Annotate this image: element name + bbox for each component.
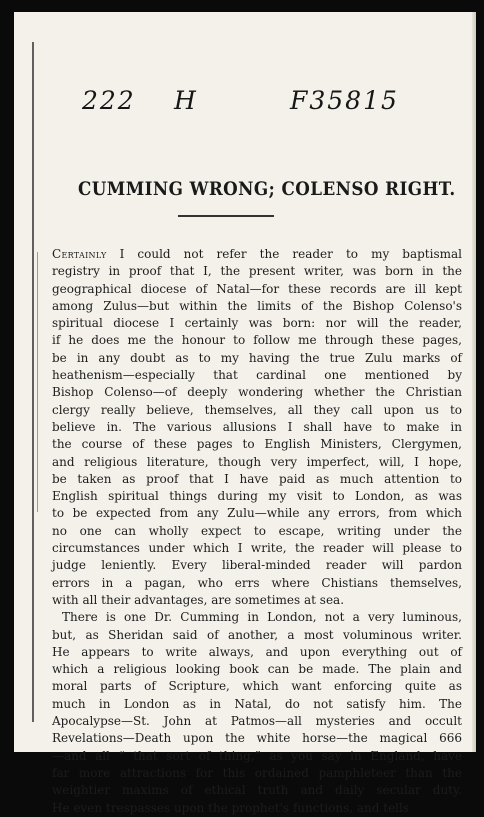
text-line <box>52 644 462 661</box>
paragraph <box>52 246 462 609</box>
gutter-shadow <box>32 42 34 722</box>
text-line <box>52 419 462 436</box>
line-text: Revelations—Death upon the white horse—the magical 666 <box>52 731 462 746</box>
line-text: weightier maxims of ethical truth and daily secular duty. <box>52 783 462 798</box>
text-line <box>52 332 462 349</box>
text-line <box>52 523 462 540</box>
line-text: He even trespasses upon the prophet's functions, and tells <box>52 800 409 815</box>
title-rule <box>178 215 274 217</box>
line-text: be in any doubt as to my having the true Zulu marks of <box>52 350 462 365</box>
line-text: —and all “ that sort of thing,” as you say in England, have <box>52 748 462 763</box>
line-text: heathenism—especially that cardinal one mentioned by <box>52 368 462 383</box>
text-line <box>52 627 462 644</box>
line-text: geographical diocese of Natal—for these records are ill kept <box>52 281 462 296</box>
book-page <box>14 12 476 815</box>
line-text: the course of these pages to English Ministers, Clergymen, <box>52 437 462 452</box>
text-line <box>52 575 462 592</box>
line-text: believe in. The various allusions I shall have to make in <box>52 419 462 434</box>
line-text: if he does me the honour to follow me through these pages, <box>52 333 462 348</box>
text-line <box>52 765 462 782</box>
text-line <box>52 471 462 488</box>
line-text: but, as Sheridan said of another, a most voluminous writer. <box>52 627 462 642</box>
line-text: I could not refer the reader to my baptismal <box>106 247 462 261</box>
text-line <box>52 298 462 315</box>
line-text: Apocalypse—St. John at Patmos—all mysteries and occult <box>52 714 462 729</box>
line-text: and religious literature, though very imperfect, will, I hope, <box>52 454 462 469</box>
text-line <box>52 557 462 574</box>
line-text: far more attractions for this ordained pamphleteer than the <box>52 765 462 780</box>
text-line <box>52 436 462 453</box>
text-line <box>52 246 462 263</box>
line-text: clergy really believe, themselves, all they call upon us to <box>52 402 462 417</box>
text-line <box>52 454 462 471</box>
line-text: circumstances under which I write, the reader will please to <box>52 541 462 556</box>
line-text: which a religious looking book can be made. The plain and <box>52 662 462 677</box>
text-line <box>52 713 462 730</box>
paragraph <box>52 609 462 817</box>
text-line <box>52 263 462 280</box>
text-line <box>52 505 462 522</box>
line-text: English spiritual things during my visit to London, as was <box>52 489 462 504</box>
shelfmark-code: F35815 <box>290 86 399 115</box>
text-line <box>52 782 462 799</box>
lead-word: Certainly <box>52 247 107 261</box>
body-text <box>52 246 462 817</box>
line-text: moral parts of Scripture, which want enforcing quite as <box>52 679 462 694</box>
line-text: be taken as proof that I have paid as much attention to <box>52 471 462 486</box>
gutter-shadow-inner <box>37 252 38 512</box>
page-edge <box>472 12 476 752</box>
text-line <box>52 800 462 817</box>
text-line <box>52 315 462 332</box>
shelfmark-number: 222 <box>82 86 136 115</box>
text-line <box>52 678 462 695</box>
text-line <box>52 748 462 765</box>
page-title: CUMMING WRONG; COLENSO RIGHT. <box>78 178 456 200</box>
line-text: much in London as in Natal, do not satisfy him. The <box>52 696 462 711</box>
line-text: to be expected from any Zulu—while any errors, from which <box>52 506 462 521</box>
line-text: with all their advantages, are sometimes at sea. <box>52 592 345 607</box>
line-text: among Zulus—but within the limits of the Bishop Colenso's <box>52 298 462 313</box>
text-line <box>52 281 462 298</box>
line-text: Bishop Colenso—of deeply wondering whether the Christian <box>52 385 462 400</box>
line-text: judge leniently. Every liberal-minded reader will pardon <box>52 558 462 573</box>
text-line <box>52 350 462 367</box>
shelfmark-letter: H <box>174 86 198 115</box>
text-line <box>52 609 462 626</box>
text-line <box>52 488 462 505</box>
text-line <box>52 661 462 678</box>
text-line <box>52 367 462 384</box>
text-line <box>52 384 462 401</box>
line-text: errors in a pagan, who errs where Chistians themselves, <box>52 575 462 590</box>
line-text: registry in proof that I, the present writer, was born in the <box>52 264 462 279</box>
text-line <box>52 730 462 747</box>
line-text: no one can wholly expect to escape, writing under the <box>52 523 462 538</box>
text-line <box>52 540 462 557</box>
text-line <box>52 592 462 609</box>
line-text: There is one Dr. Cumming in London, not a very luminous, <box>62 610 462 625</box>
line-text: He appears to write always, and upon everything out of <box>52 644 462 659</box>
text-line <box>52 402 462 419</box>
line-text: spiritual diocese I certainly was born: nor will the reader, <box>52 316 462 331</box>
text-line <box>52 696 462 713</box>
